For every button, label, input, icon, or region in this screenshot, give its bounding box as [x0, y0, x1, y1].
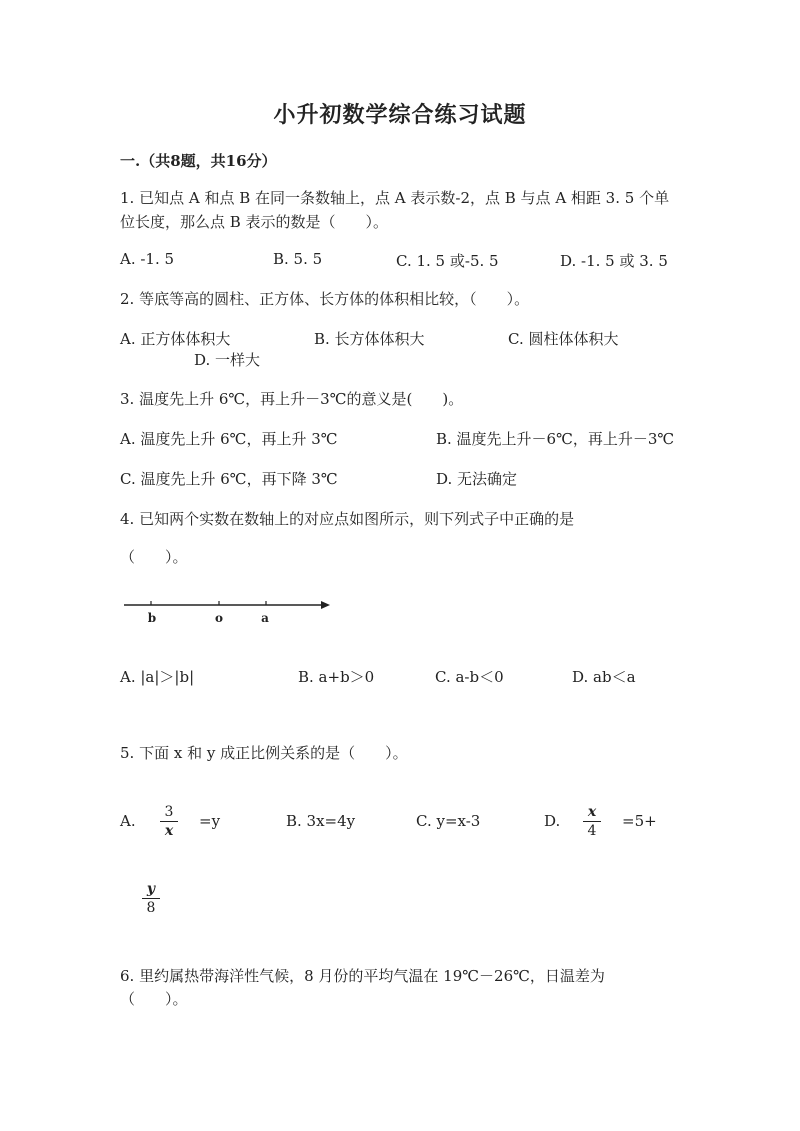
q5-option-d-fraction-continued	[142, 882, 160, 915]
section-header: 一.（共8题，共16分）	[120, 152, 277, 170]
fraction-bar	[583, 821, 601, 822]
q4-option-a: A. |a|＞|b|	[120, 668, 195, 686]
q5-option-a-fraction	[160, 805, 178, 838]
page-title: 小升初数学综合练习试题	[273, 102, 527, 128]
fraction-numerator: x	[587, 804, 597, 820]
q1-option-b: B. 5. 5	[273, 250, 323, 268]
number-line-figure	[118, 595, 338, 631]
q1-option-c: C. 1. 5 或-5. 5	[396, 252, 499, 270]
fraction-numerator: 3	[164, 804, 174, 820]
fraction-numerator: y	[146, 881, 156, 897]
axis-label-o: o	[214, 611, 224, 625]
question-4-line-2: （ ）。	[120, 548, 188, 566]
q5-option-a-label: A.	[120, 812, 136, 830]
q5-option-a-tail: =y	[199, 812, 221, 830]
axis-label-a: a	[261, 611, 269, 625]
q3-option-b: B. 温度先上升－6℃，再上升－3℃	[436, 430, 675, 448]
q2-option-d: D. 一样大	[194, 351, 261, 369]
fraction-denominator: x	[164, 823, 174, 839]
q3-option-d: D. 无法确定	[436, 470, 518, 488]
q5-option-d-label: D.	[544, 812, 561, 830]
q4-option-d: D. ab＜a	[572, 668, 636, 686]
q3-option-c: C. 温度先上升 6℃，再下降 3℃	[120, 470, 338, 488]
question-1-line-1: 1. 已知点 A 和点 B 在同一条数轴上，点 A 表示数-2，点 B 与点 A 相距 3. 5 个单	[120, 189, 670, 207]
axis-label-b: b	[147, 611, 157, 625]
q2-option-b: B. 长方体体积大	[314, 330, 425, 348]
fraction-bar	[160, 821, 178, 822]
number-line-arrow	[321, 601, 330, 609]
q5-option-c: C. y=x-3	[416, 812, 481, 830]
fraction-bar	[142, 898, 160, 899]
q5-option-d-fraction	[583, 805, 601, 838]
q2-option-a: A. 正方体体积大	[120, 330, 231, 348]
q5-option-b: B. 3x=4y	[286, 812, 356, 830]
question-1-line-2: 位长度，那么点 B 表示的数是（ ）。	[120, 213, 389, 231]
q4-option-c: C. a-b＜0	[435, 668, 504, 686]
q5-option-d-tail: =5+	[622, 812, 657, 830]
q2-option-c: C. 圆柱体体积大	[508, 330, 619, 348]
question-6-line-2: （ ）。	[120, 990, 188, 1008]
fraction-denominator: 4	[587, 823, 597, 839]
q4-option-b: B. a+b＞0	[298, 668, 375, 686]
question-4-line-1: 4. 已知两个实数在数轴上的对应点如图所示，则下列式子中正确的是	[120, 510, 575, 528]
question-2-text: 2. 等底等高的圆柱、正方体、长方体的体积相比较，（ ）。	[120, 290, 530, 308]
q1-option-a: A. -1. 5	[120, 250, 175, 268]
q3-option-a: A. 温度先上升 6℃，再上升 3℃	[120, 430, 338, 448]
question-6-line-1: 6. 里约属热带海洋性气候，8 月份的平均气温在 19℃－26℃，日温差为	[120, 967, 605, 985]
fraction-denominator: 8	[146, 900, 156, 916]
question-5-text: 5. 下面 x 和 y 成正比例关系的是（ ）。	[120, 744, 408, 762]
question-3-text: 3. 温度先上升 6℃，再上升－3℃的意义是( )。	[120, 390, 464, 408]
q1-option-d: D. -1. 5 或 3. 5	[560, 252, 668, 270]
